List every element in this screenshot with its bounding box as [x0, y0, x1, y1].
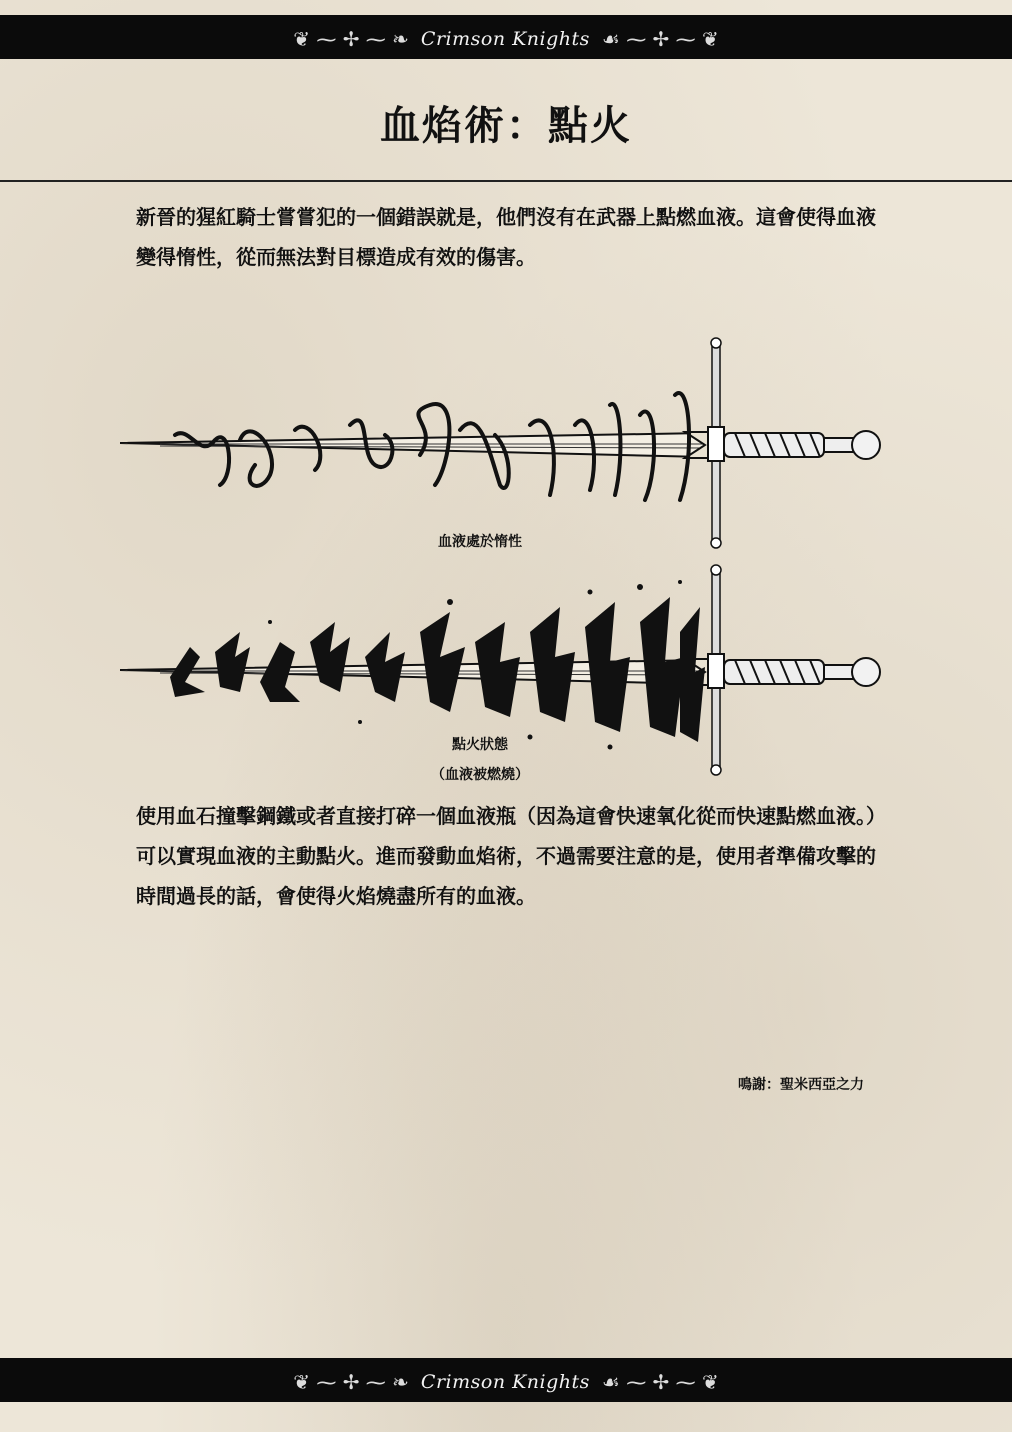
ornament-left-icon: ❦ ⁓ ✢ ⁓ ❧ [293, 26, 409, 51]
caption-ignited: 點火狀態 [452, 737, 508, 753]
title-divider [0, 180, 1012, 182]
page-title: 血焰術：點火 [380, 102, 632, 149]
footer-banner [0, 1358, 1012, 1402]
footer-brand: Crimson Knights [420, 1370, 590, 1393]
header-banner [0, 15, 1012, 59]
caption-inert: 血液處於惰性 [438, 534, 522, 550]
header-brand: Crimson Knights [420, 27, 590, 50]
intro-paragraph: 新晉的猩紅騎士嘗嘗犯的一個錯誤就是，他們沒有在武器上點燃血液。這會使得血液變得惰性，從而無法對目標造成有效的傷害。 [136, 205, 876, 269]
ornament-right-icon: ☙ ⁓ ✢ ⁓ ❦ [601, 26, 719, 51]
caption-ignited-sub: （血液被燃燒） [431, 767, 529, 783]
sword-inert-illustration [120, 335, 900, 550]
ornament-right-icon: ☙ ⁓ ✢ ⁓ ❦ [601, 1369, 719, 1394]
body-paragraph: 使用血石撞擊鋼鐵或者直接打碎一個血液瓶（因為這會快速氧化從而快速點燃血液。）可以實現血液的主動點火。進而發動血焰術，不過需要注意的是，使用者準備攻擊的時間過長的話，會使得火焰燒盡所有的血液。 [136, 804, 886, 908]
credit-line: 鳴謝：聖米西亞之力 [738, 1077, 864, 1093]
ornament-left-icon: ❦ ⁓ ✢ ⁓ ❧ [293, 1369, 409, 1394]
